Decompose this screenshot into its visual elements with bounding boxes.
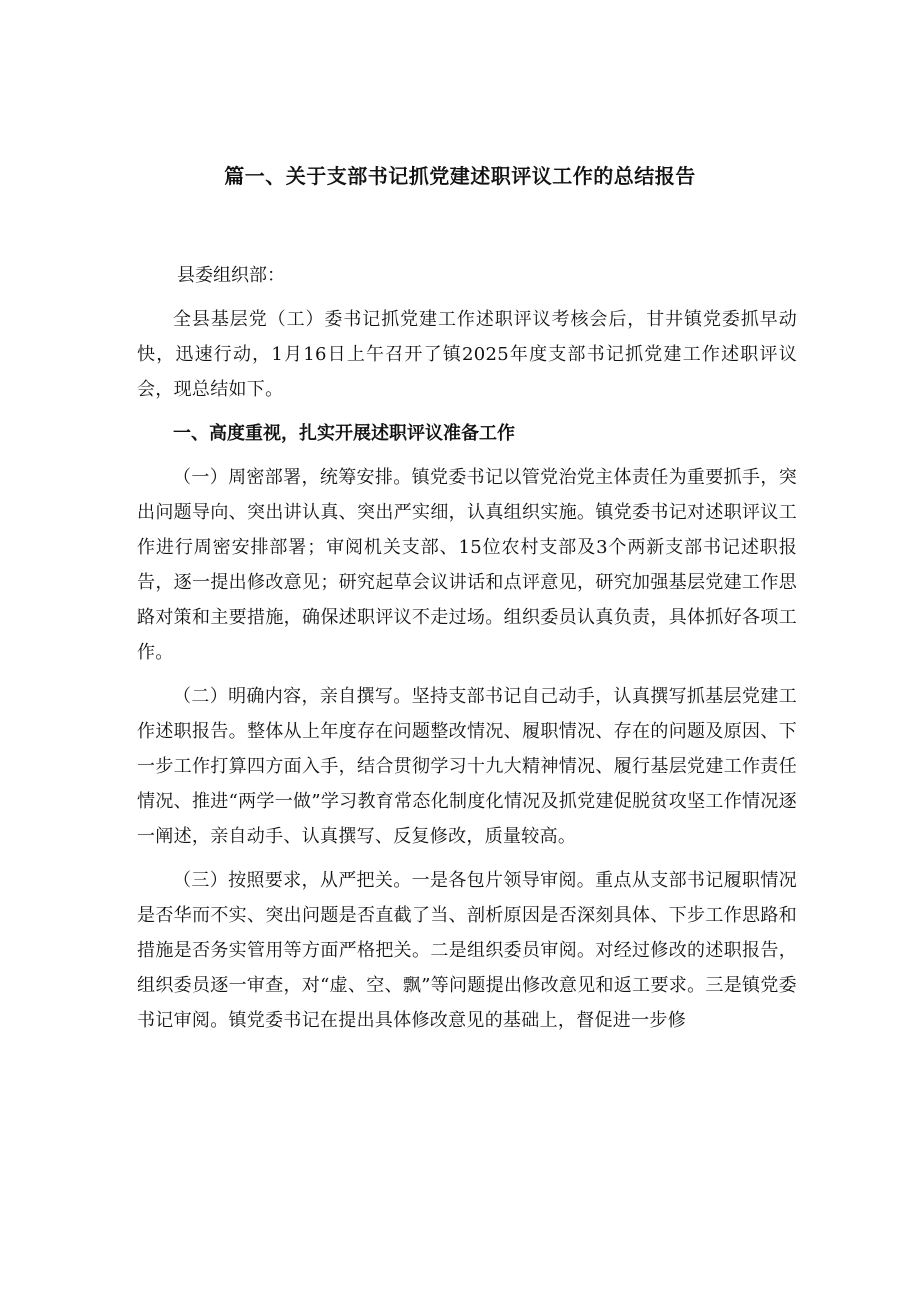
paragraph-review: （三）按照要求，从严把关。一是各包片领导审阅。重点从支部书记履职情况是否华而不实、突出问题是否直截了当、剖析原因是否深刻具体、下步工作思路和措施是否务实管用等方面严格把关。二是组织委员审阅。对经过修改的述职报告，组织委员逐一审查，对“虚、空、飘”等问题提出修改意见和返工要求。三是镇党委书记审阅。镇党委书记在提出具体修改意见的基础上，督促进一步修 — [137, 870, 797, 1031]
section-heading-1: 一、高度重视，扎实开展述职评议准备工作 — [173, 423, 515, 444]
salutation: 县委组织部： — [177, 265, 285, 286]
document-title: 篇一、关于支部书记抓党建述职评议工作的总结报告 — [224, 164, 696, 188]
paragraph-content: （二）明确内容，亲自撰写。坚持支部书记自己动手，认真撰写抓基层党建工作述职报告。整体从上年度存在问题整改情况、履职情况、存在的问题及原因、下一步工作打算四方面入手，结合贯彻学习十九大精神情况、履行基层党建工作责任情况、推进“两学一做”学习教育常态化制度化情况及抓党建促脱贫攻坚工作情况逐一阐述，亲自动手、认真撰写、反复修改，质量较高。 — [137, 686, 797, 847]
paragraph-deployment: （一）周密部署，统筹安排。镇党委书记以管党治党主体责任为重要抓手，突出问题导向、突出讲认真、突出严实细，认真组织实施。镇党委书记对述职评议工作进行周密安排部署；审阅机关支部、15位农村支部及3个两新支部书记述职报告，逐一提出修改意见；研究起草会议讲话和点评意见，研究加强基层党建工作思路对策和主要措施，确保述职评议不走过场。组织委员认真负责，具体抓好各项工作。 — [137, 467, 797, 663]
intro-paragraph: 全县基层党（工）委书记抓党建工作述职评议考核会后，甘井镇党委抓早动快，迅速行动，1月16日上午召开了镇2025年度支部书记抓党建工作述职评议会，现总结如下。 — [137, 309, 797, 400]
document-body — [137, 258, 797, 1047]
